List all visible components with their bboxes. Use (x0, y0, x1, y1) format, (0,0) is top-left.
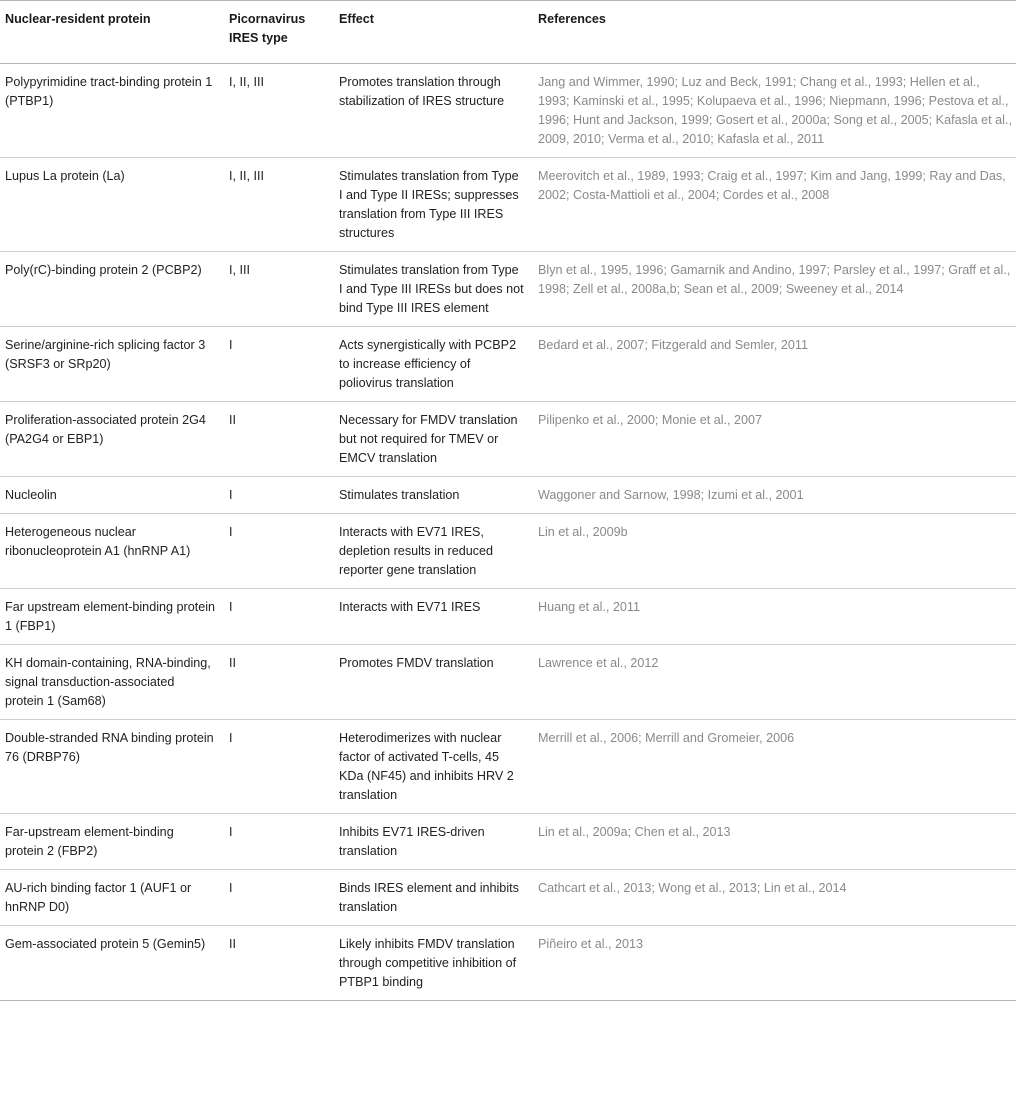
table-row (0, 477, 1016, 514)
cell-effect: Stimulates translation (339, 488, 460, 502)
cell-ires-type: I (229, 525, 233, 539)
table-row (0, 514, 1016, 589)
table-row (0, 158, 1016, 252)
header-row (0, 1, 1016, 64)
cell-ires-type: II (229, 413, 236, 427)
cell-effect: Promotes translation through stabilization of IRES structure (339, 75, 505, 108)
cell-effect: Heterodimerizes with nuclear factor of activated T-cells, 45 KDa (NF45) and inhibits HRV 2 translation (339, 731, 514, 802)
cell-effect: Stimulates translation from Type I and Type III IRESs but does not bind Type III IRES element (339, 263, 524, 315)
cell-effect: Acts synergistically with PCBP2 to increase efficiency of poliovirus translation (339, 338, 517, 390)
cell-references: Meerovitch et al., 1989, 1993; Craig et al., 1997; Kim and Jang, 1999; Ray and Das, 2002; Costa-Mattioli et al., 2004; Cordes et al., 2008 (538, 169, 1006, 202)
cell-references: Cathcart et al., 2013; Wong et al., 2013; Lin et al., 2014 (538, 881, 847, 895)
table-row (0, 589, 1016, 645)
cell-references: Bedard et al., 2007; Fitzgerald and Semler, 2011 (538, 338, 809, 352)
cell-references: Lin et al., 2009a; Chen et al., 2013 (538, 825, 731, 839)
cell-references: Lin et al., 2009b (538, 525, 628, 539)
cell-references: Merrill et al., 2006; Merrill and Gromeier, 2006 (538, 731, 795, 745)
table-row (0, 926, 1016, 1001)
table-row (0, 252, 1016, 327)
cell-protein: Heterogeneous nuclear ribonucleoprotein A1 (hnRNP A1) (5, 525, 191, 558)
header-effect: Effect (339, 12, 374, 26)
cell-protein: Proliferation-associated protein 2G4 (PA2G4 or EBP1) (5, 413, 206, 446)
cell-effect: Necessary for FMDV translation but not required for TMEV or EMCV translation (339, 413, 518, 465)
cell-references: Pilipenko et al., 2000; Monie et al., 2007 (538, 413, 763, 427)
cell-ires-type: I (229, 881, 233, 895)
cell-ires-type: I (229, 488, 233, 502)
header-references: References (538, 12, 606, 26)
cell-ires-type: I (229, 338, 233, 352)
cell-protein: KH domain-containing, RNA-binding, signal transduction-associated protein 1 (Sam68) (5, 656, 211, 708)
cell-protein: Serine/arginine-rich splicing factor 3 (SRSF3 or SRp20) (5, 338, 206, 371)
cell-protein: Nucleolin (5, 488, 57, 502)
cell-ires-type: I (229, 600, 233, 614)
cell-effect: Likely inhibits FMDV translation through competitive inhibition of PTBP1 binding (339, 937, 517, 989)
cell-references: Waggoner and Sarnow, 1998; Izumi et al., 2001 (538, 488, 804, 502)
cell-ires-type: I (229, 825, 233, 839)
cell-references: Jang and Wimmer, 1990; Luz and Beck, 1991; Chang et al., 1993; Hellen et al., 1993; Kaminski et al., 1995; Kolupaeva et al., 1996; Niepmann, 1996; Pestova et al., 1996; Hunt and Jackson, 1999; Gosert et al., 2000a; Song et al., 2005; Kafasla et al., 2009, 2010; Verma et al., 2010; Kafasla et al., 2011 (538, 75, 1012, 146)
table-row (0, 720, 1016, 814)
cell-protein: Gem-associated protein 5 (Gemin5) (5, 937, 206, 951)
table-body (0, 64, 1016, 1001)
table-row (0, 64, 1016, 158)
cell-protein: Far upstream element-binding protein 1 (FBP1) (5, 600, 216, 633)
table-row (0, 814, 1016, 870)
cell-references: Lawrence et al., 2012 (538, 656, 659, 670)
table-row (0, 327, 1016, 402)
cell-ires-type: I (229, 731, 233, 745)
cell-effect: Binds IRES element and inhibits translation (339, 881, 519, 914)
table-row (0, 402, 1016, 477)
table-row (0, 645, 1016, 720)
table-header (0, 1, 1016, 64)
cell-ires-type: II (229, 656, 236, 670)
cell-references: Blyn et al., 1995, 1996; Gamarnik and Andino, 1997; Parsley et al., 1997; Graff et al., 1998; Zell et al., 2008a,b; Sean et al., 2009; Sweeney et al., 2014 (538, 263, 1011, 296)
cell-effect: Stimulates translation from Type I and Type II IRESs; suppresses translation from Type III IRES structures (339, 169, 519, 240)
cell-protein: Lupus La protein (La) (5, 169, 125, 183)
cell-ires-type: I, III (229, 263, 250, 277)
cell-protein: Polypyrimidine tract-binding protein 1 (PTBP1) (5, 75, 213, 108)
header-ires-type: Picornavirus IRES type (229, 12, 306, 45)
cell-ires-type: I, II, III (229, 169, 264, 183)
cell-effect: Interacts with EV71 IRES, depletion results in reduced reporter gene translation (339, 525, 494, 577)
cell-references: Piñeiro et al., 2013 (538, 937, 644, 951)
table-row (0, 870, 1016, 926)
cell-protein: Far-upstream element-binding protein 2 (FBP2) (5, 825, 174, 858)
cell-effect: Inhibits EV71 IRES-driven translation (339, 825, 485, 858)
header-protein: Nuclear-resident protein (5, 12, 151, 26)
cell-ires-type: II (229, 937, 236, 951)
cell-effect: Promotes FMDV translation (339, 656, 494, 670)
cell-effect: Interacts with EV71 IRES (339, 600, 481, 614)
cell-protein: Double-stranded RNA binding protein 76 (DRBP76) (5, 731, 214, 764)
cell-references: Huang et al., 2011 (538, 600, 640, 614)
cell-protein: Poly(rC)-binding protein 2 (PCBP2) (5, 263, 202, 277)
cell-ires-type: I, II, III (229, 75, 264, 89)
cell-protein: AU-rich binding factor 1 (AUF1 or hnRNP D0) (5, 881, 192, 914)
